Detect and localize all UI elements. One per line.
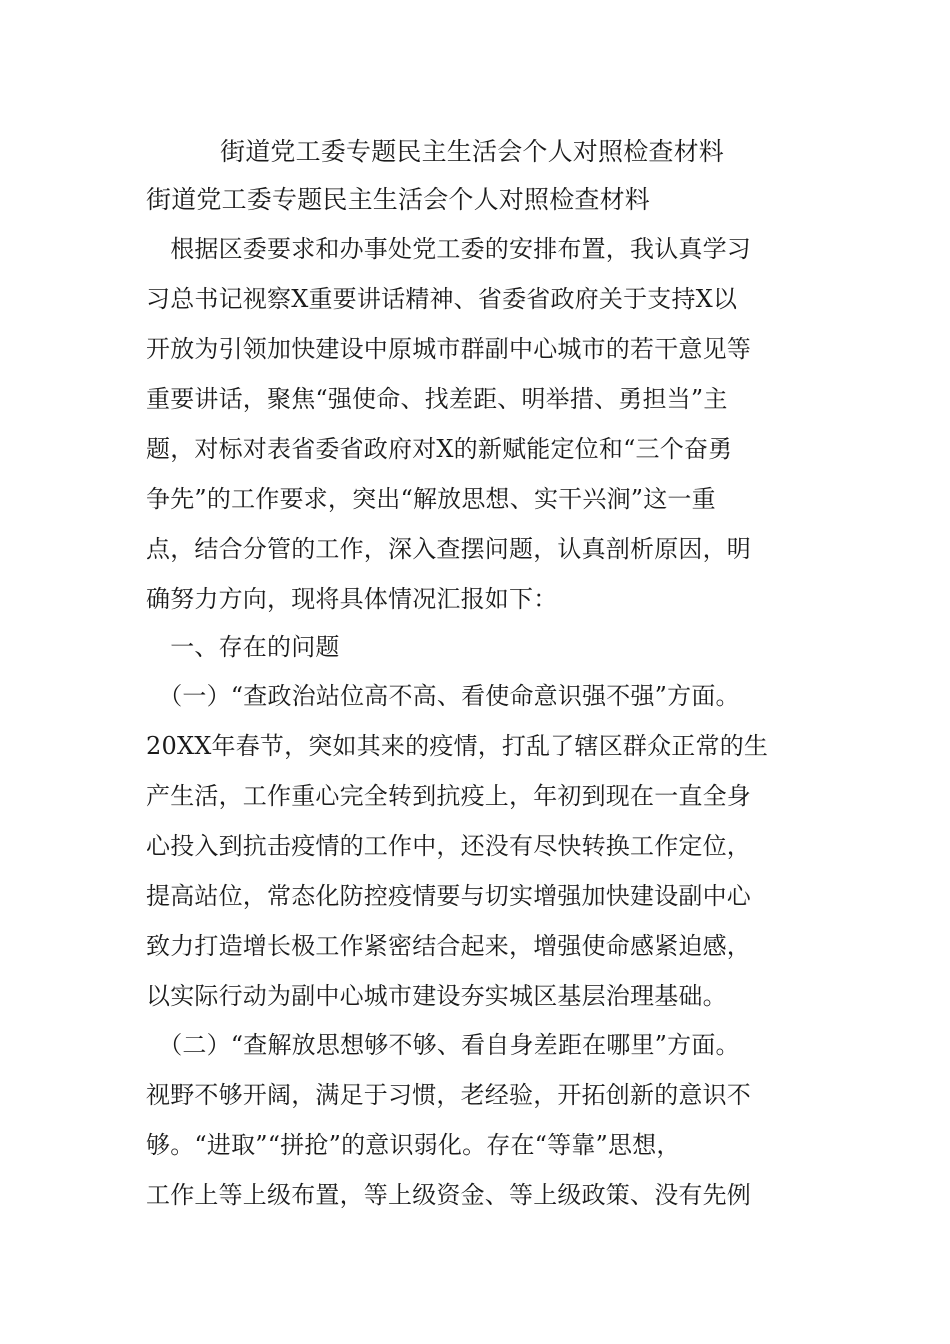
subsection-heading-2: （二）“查解放思想够不够、看自身差距在哪里”方面。 [146, 1031, 740, 1059]
body-line-1: 根据区委要求和办事处党工委的安排布置，我认真学习 [146, 235, 751, 263]
body-line-7: 点，结合分管的工作，深入查摆问题，认真剖析原因，明 [146, 535, 751, 563]
body-line-18: 视野不够开阔，满足于习惯，老经验，开拓创新的意识不 [146, 1081, 751, 1109]
section-heading-problems: 一、存在的问题 [146, 633, 340, 661]
document-subtitle: 街道党工委专题民主生活会个人对照检查材料 [146, 185, 651, 214]
body-line-19: 够。“进取”“拼抢”的意识弱化。存在“等靠”思想， [146, 1131, 681, 1159]
body-line-20: 工作上等上级布置，等上级资金、等上级政策、没有先例 [146, 1181, 751, 1209]
body-line-15: 致力打造增长极工作紧密结合起来，增强使命感紧迫感， [146, 932, 751, 960]
body-line-4: 重要讲话，聚焦“强使命、找差距、明举措、勇担当”主 [146, 385, 728, 413]
body-line-16: 以实际行动为副中心城市建设夯实城区基层治理基础。 [146, 982, 727, 1010]
body-line-5: 题，对标对表省委省政府对X的新赋能定位和“三个奋勇 [146, 435, 733, 463]
body-line-11: 20XX年春节，突如其来的疫情，打乱了辖区群众正常的生 [146, 732, 769, 760]
body-line-14: 提高站位，常态化防控疫情要与切实增强加快建设副中心 [146, 882, 751, 910]
body-line-6: 争先”的工作要求，突出“解放思想、实干兴涧”这一重 [146, 485, 716, 513]
body-line-8: 确努力方向，现将具体情况汇报如下： [146, 585, 558, 613]
document-title: 街道党工委专题民主生活会个人对照检查材料 [220, 137, 725, 166]
body-line-13: 心投入到抗击疫情的工作中，还没有尽快转换工作定位， [146, 832, 751, 860]
body-line-2: 习总书记视察X重要讲话精神、省委省政府关于支持X以 [146, 285, 738, 313]
subsection-heading-1: （一）“查政治站位高不高、看使命意识强不强”方面。 [146, 682, 740, 710]
body-line-12: 产生活，工作重心完全转到抗疫上，年初到现在一直全身 [146, 782, 751, 810]
body-line-3: 开放为引领加快建设中原城市群副中心城市的若干意见等 [146, 335, 751, 363]
